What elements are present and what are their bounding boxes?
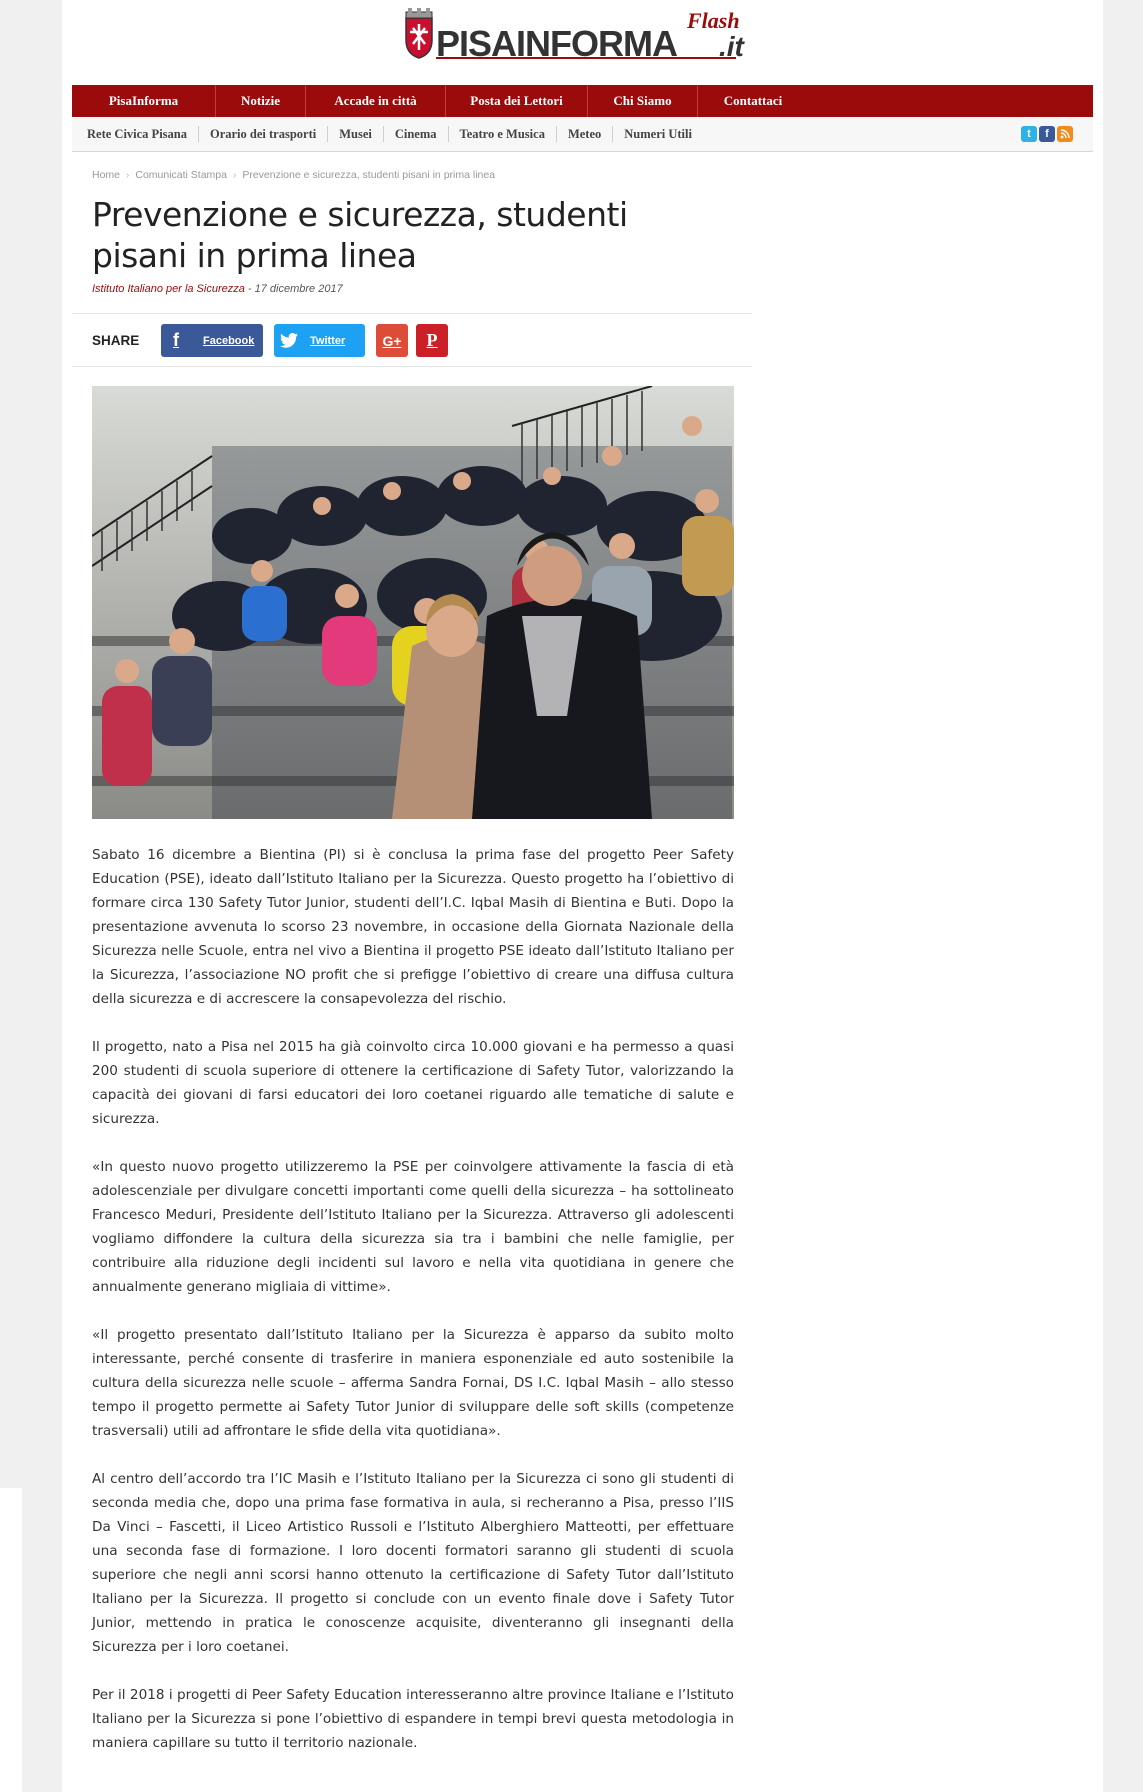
subnav-orario-trasporti[interactable]: Orario dei trasporti: [199, 126, 328, 142]
article-author[interactable]: Istituto Italiano per la Sicurezza: [92, 283, 245, 295]
google-plus-icon: G+: [382, 332, 402, 349]
twitter-icon[interactable]: t: [1021, 126, 1037, 142]
nav-item-contattaci[interactable]: Contattaci: [723, 93, 783, 108]
subnav-musei[interactable]: Musei: [328, 126, 384, 142]
breadcrumb-home[interactable]: Home: [92, 169, 121, 181]
article-paragraph: «In questo nuovo progetto utilizzeremo la PSE per coinvolgere attivamente la fascia di età adolescenziale per divulgare concetti importanti come quelli della sicurezza – ha sottolineato Francesco Meduri, Presidente dell’Istituto Italiano per la Sicurezza. Attraverso gli adolescenti vogliamo diffondere la cultura della sicurezza sia tra i bambini che nelle famiglie, per contribuire alla riduzione degli incidenti sul lavoro e nella vita quotidiana in genere che annualmente generano migliaia di vittime».: [92, 1159, 734, 1295]
chevron-right-icon: ›: [126, 169, 130, 181]
share-pinterest-button[interactable]: [416, 324, 448, 357]
site-logo[interactable]: [392, 6, 782, 68]
chevron-right-icon: ›: [232, 169, 237, 181]
article-date: - 17 dicembre 2017: [244, 283, 343, 295]
article-title: Prevenzione e sicurezza, studenti pisani in prima linea: [92, 195, 628, 275]
subnav-meteo[interactable]: Meteo: [557, 126, 613, 142]
primary-nav: [72, 85, 1093, 117]
article-byline: [92, 283, 343, 295]
share-label: SHARE: [92, 333, 140, 348]
page-container: [62, 0, 1103, 1792]
subnav-cinema[interactable]: Cinema: [384, 126, 449, 142]
pisa-crest-icon: [406, 8, 432, 58]
breadcrumb-current: Prevenzione e sicurezza, studenti pisani in prima linea: [242, 169, 496, 181]
subnav-teatro-musica[interactable]: Teatro e Musica: [449, 126, 557, 142]
article-photo: [92, 386, 734, 819]
article-paragraph: Al centro dell’accordo tra l’IC Masih e l’Istituto Italiano per la Sicurezza ci sono gli studenti di seconda media che, dopo una prima fase formativa in aula, si recheranno a Pisa, presso l’IIS Da Vinci – Fascetti, il Liceo Artistico Russoli e l’Istituto Alberghiero Matteotti, per effettuare una seconda fase di formazione. I loro docenti formatori saranno gli studenti di scuola superiore che negli anni scorsi hanno ottenuto la certificazione di Safety Tutor dall’Istituto Italiano per la Sicurezza. Il progetto si conclude con un evento finale dove i Safety Tutor Junior, mettendo in pratica le conoscenze acquisite, diventeranno gli insegnanti della Sicurezza per i loro coetanei.: [92, 1471, 734, 1655]
facebook-icon[interactable]: f: [1039, 126, 1055, 142]
breadcrumb: [92, 169, 495, 181]
nav-item-posta[interactable]: Posta dei Lettori: [446, 85, 588, 117]
article-paragraph: Il progetto, nato a Pisa nel 2015 ha già coinvolto circa 10.000 giovani e ha permesso a quasi 200 studenti di scuola superiore di ottenere la certificazione di Safety Tutor, valorizzando la capacità dei giovani di farsi educatori dei loro coetanei riguardo alle tematiche di salute e sicurezza.: [92, 1039, 734, 1127]
logo-main-text: PISAINFORMA: [436, 23, 677, 64]
share-facebook-label: Facebook: [203, 334, 255, 347]
article-paragraph: «Il progetto presentato dall’Istituto Italiano per la Sicurezza è apparso da subito molto interessante, perché consente di trasferire in maniera esponenziale ed auto sostenibile la cultura della sicurezza nelle scuole – afferma Sandra Fornai, DS I.C. Iqbal Masih – allo stesso tempo il progetto permette ai Safety Tutor Junior di sviluppare delle soft skills (competenze trasversali) utili ad affrontare le sfide della vita quotidiana».: [92, 1327, 734, 1439]
share-twitter-button[interactable]: [274, 324, 365, 357]
facebook-icon: f: [173, 330, 179, 350]
pinterest-icon: P: [426, 330, 438, 350]
nav-item-notizie[interactable]: Notizie: [216, 85, 306, 117]
secondary-nav: [72, 117, 1093, 152]
nav-item-pisainforma[interactable]: PisaInforma: [72, 85, 216, 117]
nav-item-accade[interactable]: Accade in città: [306, 85, 446, 117]
twitter-bird-icon: [274, 324, 304, 357]
subnav-rete-civica[interactable]: Rete Civica Pisana: [72, 126, 199, 142]
subnav-numeri-utili[interactable]: Numeri Utili: [624, 127, 692, 141]
share-facebook-button[interactable]: [161, 324, 263, 357]
article-paragraph: Sabato 16 dicembre a Bientina (PI) si è conclusa la prima fase del progetto Peer Safety Education (PSE), ideato dall’Istituto Italiano per la Sicurezza. Questo progetto ha l’obiettivo di formare circa 130 Safety Tutor Junior, studenti dell’I.C. Iqbal Masih di Bientina e Buti. Dopo la presentazione avvenuta lo scorso 23 novembre, in occasione della Giornata Nazionale della Sicurezza nelle Scuole, entra nel vivo a Bientina il progetto PSE ideato dall’Istituto Italiano per la Sicurezza, l’associazione NO profit che si prefigge l’obiettivo di creare una diffusa cultura della sicurezza e di accrescere la consapevolezza del rischio.: [92, 847, 734, 1007]
social-icons: [1021, 126, 1073, 142]
logo-suffix-text: .it: [719, 31, 744, 62]
page-margin: [0, 1488, 22, 1792]
share-twitter-label: Twitter: [310, 334, 346, 347]
breadcrumb-category[interactable]: Comunicati Stampa: [135, 169, 227, 181]
article-paragraph: Per il 2018 i progetti di Peer Safety Education interesseranno altre province Italiane e l’Istituto Italiano per la Sicurezza si pone l’obiettivo di espandere in tempi brevi questa metodologia in maniera capillare su tutto il territorio nazionale.: [92, 1687, 734, 1751]
article-body: [92, 843, 734, 1779]
share-gplus-button[interactable]: [376, 324, 408, 357]
rss-icon[interactable]: [1057, 126, 1073, 142]
logo-flash-text: Flash: [687, 8, 740, 33]
share-bar: [72, 313, 752, 367]
nav-item-chi-siamo[interactable]: Chi Siamo: [588, 85, 698, 117]
